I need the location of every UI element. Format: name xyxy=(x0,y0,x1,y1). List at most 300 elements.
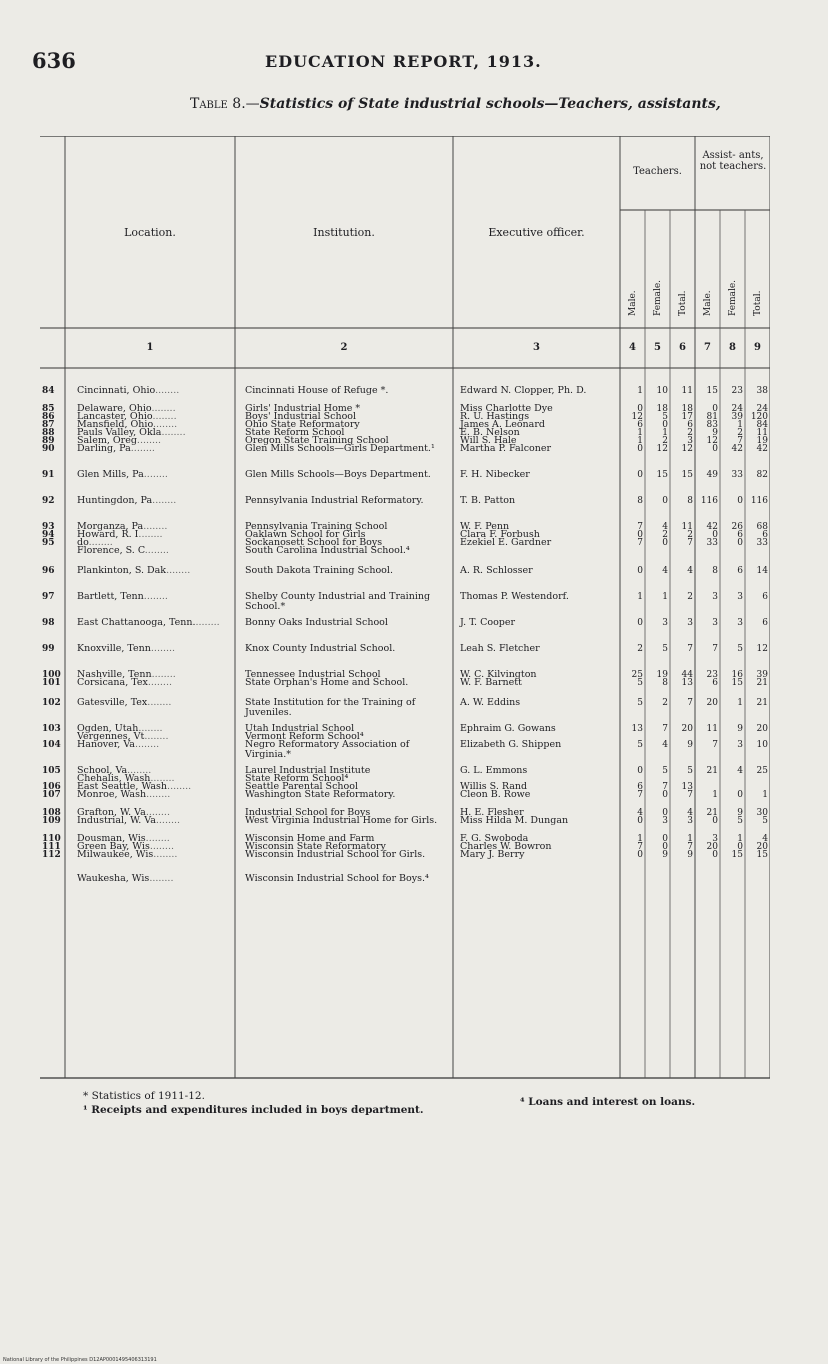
value-cell: 4 xyxy=(687,566,693,576)
value-cell: 1 xyxy=(637,436,643,446)
executive-cell: A. W. Eddins xyxy=(460,697,521,708)
value-cell: 0 xyxy=(737,842,743,852)
value-cell: 15 xyxy=(731,850,743,860)
value-cell: 11 xyxy=(681,522,693,532)
value-cell: 7 xyxy=(637,790,643,800)
footnote-one: ¹ Receipts and expenditures included in boys department. xyxy=(83,1104,424,1116)
value-cell: 3 xyxy=(712,592,718,602)
value-cell: 9 xyxy=(737,808,743,818)
value-cell: 7 xyxy=(662,724,668,734)
value-cell: 7 xyxy=(687,644,693,654)
value-cell: 7 xyxy=(687,842,693,852)
footnote-four: ⁴ Loans and interest on loans. xyxy=(520,1096,696,1108)
value-cell: 12 xyxy=(656,444,668,454)
institution-cell: State Institution for the Training of Juveniles. xyxy=(245,697,416,718)
value-cell: 21 xyxy=(756,678,768,688)
value-cell: 3 xyxy=(712,834,718,844)
institution-cell: State Orphan's Home and School. xyxy=(245,677,409,688)
location-cell: Morganza, Pa........ xyxy=(77,522,168,532)
value-cell: 4 xyxy=(662,566,668,576)
value-cell: 8 xyxy=(662,678,668,688)
value-cell: 6 xyxy=(637,782,643,792)
value-cell: 23 xyxy=(731,386,743,396)
executive-cell: A. R. Schlosser xyxy=(460,565,533,576)
value-cell: 15 xyxy=(706,386,718,396)
value-cell: 2 xyxy=(662,530,668,540)
institution-cell: Laurel Industrial Institute xyxy=(245,765,371,776)
value-cell: 6 xyxy=(637,420,643,430)
column-number: 5 xyxy=(654,342,661,353)
value-cell: 0 xyxy=(712,816,718,826)
value-cell: 2 xyxy=(687,428,693,438)
value-cell: 116 xyxy=(700,496,718,506)
value-cell: 5 xyxy=(737,816,743,826)
header-assistants-total: Total. xyxy=(753,290,763,316)
value-cell: 9 xyxy=(662,850,668,860)
row-number: 90 xyxy=(42,444,55,454)
column-number: 4 xyxy=(629,342,636,353)
header-executive: Executive officer. xyxy=(488,226,585,239)
value-cell: 12 xyxy=(756,644,768,654)
location-cell: Cincinnati, Ohio........ xyxy=(77,386,180,396)
institution-cell: Glen Mills Schools—Boys Department. xyxy=(245,469,431,480)
value-cell: 81 xyxy=(706,412,718,422)
row-number: 84 xyxy=(42,386,55,396)
value-cell: 0 xyxy=(737,790,743,800)
value-cell: 24 xyxy=(731,404,743,414)
location-cell: Green Bay, Wis........ xyxy=(77,842,174,852)
value-cell: 8 xyxy=(637,496,643,506)
value-cell: 7 xyxy=(712,644,718,654)
value-cell: 5 xyxy=(737,644,743,654)
value-cell: 10 xyxy=(756,740,768,750)
location-cell: Corsicana, Tex........ xyxy=(77,678,172,688)
location-cell: Darling, Pa........ xyxy=(77,444,155,454)
value-cell: 12 xyxy=(681,444,693,454)
location-cell: Vergennes, Vt........ xyxy=(77,732,169,742)
value-cell: 7 xyxy=(637,538,643,548)
institution-cell: Girls' Industrial Home * xyxy=(245,403,361,414)
value-cell: 0 xyxy=(662,842,668,852)
value-cell: 1 xyxy=(737,834,743,844)
value-cell: 25 xyxy=(756,766,768,776)
value-cell: 4 xyxy=(687,808,693,818)
value-cell: 1 xyxy=(737,420,743,430)
location-cell: Industrial, W. Va........ xyxy=(77,816,181,826)
table-caption xyxy=(190,96,721,112)
row-number: 86 xyxy=(42,412,55,422)
executive-cell: Elizabeth G. Shippen xyxy=(460,739,562,750)
institution-cell: State Reform School xyxy=(245,427,345,438)
executive-cell: Ephraim G. Gowans xyxy=(460,723,556,734)
value-cell: 21 xyxy=(706,808,718,818)
institution-cell: South Dakota Training School. xyxy=(245,565,393,576)
value-cell: 1 xyxy=(712,790,718,800)
value-cell: 4 xyxy=(737,766,743,776)
header-location: Location. xyxy=(124,226,176,239)
value-cell: 3 xyxy=(712,618,718,628)
value-cell: 1 xyxy=(687,834,693,844)
column-number: 2 xyxy=(340,342,348,353)
institution-cell: Ohio State Reformatory xyxy=(245,419,360,430)
value-cell: 0 xyxy=(662,496,668,506)
location-cell: Gatesville, Tex........ xyxy=(77,698,172,708)
value-cell: 15 xyxy=(731,678,743,688)
executive-cell: R. U. Hastings xyxy=(460,411,530,422)
institution-cell: Oregon State Training School xyxy=(245,435,389,446)
executive-cell: G. L. Emmons xyxy=(460,765,528,776)
value-cell: 1 xyxy=(662,428,668,438)
value-cell: 0 xyxy=(662,420,668,430)
value-cell: 42 xyxy=(706,522,718,532)
row-number: 97 xyxy=(42,592,55,602)
value-cell: 20 xyxy=(706,698,718,708)
value-cell: 20 xyxy=(681,724,693,734)
location-cell: Mansfield, Ohio........ xyxy=(77,420,178,430)
institution-cell: Pennsylvania Training School xyxy=(245,521,388,532)
value-cell: 11 xyxy=(681,386,693,396)
location-cell: Grafton, W. Va........ xyxy=(77,808,170,818)
value-cell: 23 xyxy=(706,670,718,680)
row-number: 95 xyxy=(42,538,55,548)
location-cell: Salem, Oreg........ xyxy=(77,436,162,446)
value-cell: 4 xyxy=(762,834,768,844)
value-cell: 5 xyxy=(637,740,643,750)
value-cell: 15 xyxy=(656,470,668,480)
value-cell: 13 xyxy=(681,782,693,792)
column-number: 1 xyxy=(146,342,154,353)
value-cell: 7 xyxy=(712,740,718,750)
location-cell: Florence, S. C........ xyxy=(77,546,169,556)
value-cell: 0 xyxy=(712,530,718,540)
institution-cell: Cincinnati House of Refuge *. xyxy=(245,385,389,396)
executive-cell: H. E. Flesher xyxy=(460,807,524,818)
value-cell: 3 xyxy=(687,618,693,628)
location-cell: Nashville, Tenn........ xyxy=(77,670,176,680)
value-cell: 39 xyxy=(731,412,743,422)
value-cell: 5 xyxy=(762,816,768,826)
header-teachers-female: Female. xyxy=(653,279,663,316)
value-cell: 1 xyxy=(637,834,643,844)
row-number: 96 xyxy=(42,566,55,576)
executive-cell: Miss Hilda M. Dungan xyxy=(460,815,569,826)
value-cell: 6 xyxy=(762,592,768,602)
value-cell: 24 xyxy=(756,404,768,414)
header-teachers-male: Male. xyxy=(628,290,638,316)
executive-cell: W. F. Penn xyxy=(460,521,510,532)
value-cell: 42 xyxy=(756,444,768,454)
value-cell: 30 xyxy=(756,808,768,818)
value-cell: 1 xyxy=(637,428,643,438)
institution-cell: Wisconsin Industrial School for Boys.⁴ xyxy=(245,873,429,884)
institution-cell: State Reform School⁴ xyxy=(245,773,349,784)
value-cell: 9 xyxy=(687,850,693,860)
value-cell: 0 xyxy=(637,566,643,576)
column-number: 9 xyxy=(754,342,761,353)
executive-cell: Mary J. Berry xyxy=(460,849,525,860)
row-number: 87 xyxy=(42,420,55,430)
executive-cell: T. B. Patton xyxy=(460,495,516,506)
institution-cell: Wisconsin State Reformatory xyxy=(245,841,386,852)
value-cell: 4 xyxy=(662,740,668,750)
institution-cell: Wisconsin Industrial School for Girls. xyxy=(245,849,426,860)
value-cell: 18 xyxy=(656,404,668,414)
executive-cell: Edward N. Clopper, Ph. D. xyxy=(460,385,587,396)
executive-cell: J. T. Cooper xyxy=(460,617,516,628)
executive-cell: Charles W. Bowron xyxy=(460,841,552,852)
executive-cell: F. H. Nibecker xyxy=(460,469,530,480)
executive-cell: Thomas P. Westendorf. xyxy=(460,591,569,602)
value-cell: 3 xyxy=(737,618,743,628)
institution-cell: Pennsylvania Industrial Reformatory. xyxy=(245,495,424,506)
page-number: 636 xyxy=(32,48,76,73)
value-cell: 0 xyxy=(637,530,643,540)
value-cell: 19 xyxy=(756,436,768,446)
location-cell: East Seattle, Wash........ xyxy=(77,782,192,792)
column-number: 8 xyxy=(729,342,736,353)
institution-cell: Vermont Reform School⁴ xyxy=(245,731,364,742)
executive-cell: W. F. Barnett xyxy=(460,677,522,688)
value-cell: 9 xyxy=(687,740,693,750)
institution-cell: Industrial School for Boys xyxy=(245,807,371,818)
value-cell: 7 xyxy=(687,538,693,548)
executive-cell: Cleon B. Rowe xyxy=(460,789,531,800)
row-number: 89 xyxy=(42,436,55,446)
location-cell: Pauls Valley, Okla........ xyxy=(77,428,186,438)
row-number: 99 xyxy=(42,644,55,654)
value-cell: 0 xyxy=(662,834,668,844)
value-cell: 15 xyxy=(756,850,768,860)
statistics-table xyxy=(40,136,770,1079)
location-cell: Howard, R. I........ xyxy=(77,530,163,540)
value-cell: 39 xyxy=(756,670,768,680)
institution-cell: Boys' Industrial School xyxy=(245,411,357,422)
value-cell: 0 xyxy=(637,470,643,480)
value-cell: 6 xyxy=(687,420,693,430)
value-cell: 20 xyxy=(756,842,768,852)
value-cell: 9 xyxy=(737,724,743,734)
value-cell: 18 xyxy=(681,404,693,414)
value-cell: 2 xyxy=(687,530,693,540)
value-cell: 8 xyxy=(712,566,718,576)
library-stamp: National Library of the Philippines D12AP0001495406313191 xyxy=(3,1357,157,1363)
location-cell: Ogden, Utah........ xyxy=(77,724,163,734)
value-cell: 9 xyxy=(712,428,718,438)
value-cell: 8 xyxy=(687,496,693,506)
institution-cell: Negro Reformatory Association of Virginia.* xyxy=(245,739,410,760)
value-cell: 4 xyxy=(662,522,668,532)
value-cell: 5 xyxy=(687,766,693,776)
value-cell: 7 xyxy=(737,436,743,446)
row-number: 85 xyxy=(42,404,55,414)
header-institution: Institution. xyxy=(313,226,375,239)
value-cell: 20 xyxy=(756,724,768,734)
row-number: 103 xyxy=(42,724,61,734)
value-cell: 7 xyxy=(637,522,643,532)
value-cell: 10 xyxy=(656,386,668,396)
row-number: 108 xyxy=(42,808,61,818)
running-head: EDUCATION REPORT, 1913. xyxy=(265,52,542,71)
executive-cell: James A. Leonard xyxy=(460,419,545,430)
value-cell: 11 xyxy=(706,724,718,734)
value-cell: 82 xyxy=(756,470,768,480)
caption-title: Statistics of State industrial schools—Teachers, assistants, xyxy=(259,96,721,112)
value-cell: 2 xyxy=(662,698,668,708)
location-cell: Glen Mills, Pa........ xyxy=(77,470,168,480)
row-number: 92 xyxy=(42,496,55,506)
caption-label: Table 8.— xyxy=(190,96,260,112)
value-cell: 0 xyxy=(712,850,718,860)
row-number: 110 xyxy=(42,834,61,844)
value-cell: 13 xyxy=(631,724,643,734)
value-cell: 0 xyxy=(637,816,643,826)
executive-cell: E. B. Nelson xyxy=(460,427,520,438)
value-cell: 6 xyxy=(762,618,768,628)
row-number: 93 xyxy=(42,522,55,532)
value-cell: 11 xyxy=(756,428,768,438)
value-cell: 12 xyxy=(706,436,718,446)
location-cell: Bartlett, Tenn........ xyxy=(77,592,168,602)
executive-cell: F. G. Swoboda xyxy=(460,833,529,844)
value-cell: 5 xyxy=(637,698,643,708)
institution-cell: Glen Mills Schools—Girls Department.¹ xyxy=(245,443,435,454)
value-cell: 3 xyxy=(662,618,668,628)
header-teachers-total: Total. xyxy=(678,290,688,316)
value-cell: 3 xyxy=(662,816,668,826)
institution-cell: Oaklawn School for Girls xyxy=(245,529,366,540)
row-number: 91 xyxy=(42,470,55,480)
institution-cell: Knox County Industrial School. xyxy=(245,643,396,654)
location-cell: East Chattanooga, Tenn......... xyxy=(77,618,220,628)
value-cell: 1 xyxy=(762,790,768,800)
executive-cell: Miss Charlotte Dye xyxy=(460,403,553,414)
executive-cell: Willis S. Rand xyxy=(460,781,528,792)
value-cell: 2 xyxy=(662,436,668,446)
location-cell: Lancaster, Ohio........ xyxy=(77,412,177,422)
value-cell: 6 xyxy=(712,678,718,688)
column-number: 6 xyxy=(679,342,686,353)
value-cell: 44 xyxy=(681,670,693,680)
value-cell: 7 xyxy=(687,790,693,800)
value-cell: 21 xyxy=(706,766,718,776)
institution-cell: West Virginia Industrial Home for Girls. xyxy=(245,815,438,826)
value-cell: 42 xyxy=(731,444,743,454)
value-cell: 33 xyxy=(706,538,718,548)
value-cell: 6 xyxy=(737,530,743,540)
value-cell: 17 xyxy=(681,412,693,422)
value-cell: 7 xyxy=(662,782,668,792)
location-cell: Knoxville, Tenn........ xyxy=(77,644,176,654)
row-number: 105 xyxy=(42,766,61,776)
value-cell: 0 xyxy=(637,404,643,414)
location-cell: Milwaukee, Wis........ xyxy=(77,850,178,860)
value-cell: 0 xyxy=(637,850,643,860)
row-number: 94 xyxy=(42,530,55,540)
value-cell: 3 xyxy=(687,816,693,826)
value-cell: 0 xyxy=(712,444,718,454)
value-cell: 5 xyxy=(662,644,668,654)
row-number: 107 xyxy=(42,790,61,800)
value-cell: 33 xyxy=(756,538,768,548)
value-cell: 120 xyxy=(750,412,768,422)
value-cell: 0 xyxy=(637,766,643,776)
row-number: 106 xyxy=(42,782,61,792)
value-cell: 0 xyxy=(637,618,643,628)
institution-cell: Tennessee Industrial School xyxy=(245,669,381,680)
value-cell: 5 xyxy=(662,766,668,776)
executive-cell: Leah S. Fletcher xyxy=(460,643,540,654)
row-number: 112 xyxy=(42,850,61,860)
institution-cell: Wisconsin Home and Farm xyxy=(245,833,375,844)
location-cell: Delaware, Ohio........ xyxy=(77,404,176,414)
value-cell: 84 xyxy=(756,420,768,430)
value-cell: 21 xyxy=(756,698,768,708)
header-teachers: Teachers. xyxy=(633,166,682,177)
value-cell: 20 xyxy=(706,842,718,852)
location-cell: Dousman, Wis........ xyxy=(77,834,170,844)
value-cell: 6 xyxy=(762,530,768,540)
executive-cell: W. C. Kilvington xyxy=(460,669,537,680)
value-cell: 7 xyxy=(637,842,643,852)
row-number: 100 xyxy=(42,670,61,680)
value-cell: 2 xyxy=(687,592,693,602)
row-number: 104 xyxy=(42,740,61,750)
value-cell: 16 xyxy=(731,670,743,680)
institution-cell: Shelby County Industrial and Training School.* xyxy=(245,591,431,612)
value-cell: 5 xyxy=(637,678,643,688)
value-cell: 0 xyxy=(637,444,643,454)
value-cell: 15 xyxy=(681,470,693,480)
value-cell: 3 xyxy=(687,436,693,446)
value-cell: 5 xyxy=(662,412,668,422)
value-cell: 1 xyxy=(662,592,668,602)
institution-cell: South Carolina Industrial School.⁴ xyxy=(245,545,410,556)
value-cell: 83 xyxy=(706,420,718,430)
header-assistants-female: Female. xyxy=(728,279,738,316)
location-cell: Chehalis, Wash........ xyxy=(77,774,175,784)
value-cell: 3 xyxy=(737,740,743,750)
value-cell: 38 xyxy=(756,386,768,396)
value-cell: 26 xyxy=(731,522,743,532)
row-number: 98 xyxy=(42,618,55,628)
value-cell: 0 xyxy=(662,538,668,548)
value-cell: 1 xyxy=(637,592,643,602)
value-cell: 4 xyxy=(637,808,643,818)
executive-cell: Clara F. Forbush xyxy=(460,529,540,540)
executive-cell: Martha P. Falconer xyxy=(460,443,552,454)
location-cell: do........ xyxy=(77,538,113,548)
executive-cell: Ezekiel E. Gardner xyxy=(460,537,552,548)
value-cell: 3 xyxy=(737,592,743,602)
row-number: 109 xyxy=(42,816,61,826)
value-cell: 14 xyxy=(756,566,768,576)
value-cell: 13 xyxy=(681,678,693,688)
value-cell: 0 xyxy=(737,538,743,548)
value-cell: 0 xyxy=(737,496,743,506)
location-cell: Hanover, Va........ xyxy=(77,740,160,750)
institution-cell: Washington State Reformatory. xyxy=(245,789,396,800)
header-assistants-male: Male. xyxy=(703,290,713,316)
institution-cell: Utah Industrial School xyxy=(245,723,355,734)
value-cell: 49 xyxy=(706,470,718,480)
value-cell: 0 xyxy=(662,790,668,800)
institution-cell: Seattle Parental School xyxy=(245,781,358,792)
location-cell: Huntingdon, Pa........ xyxy=(77,496,177,506)
value-cell: 33 xyxy=(731,470,743,480)
value-cell: 2 xyxy=(637,644,643,654)
column-number: 3 xyxy=(533,342,540,353)
value-cell: 19 xyxy=(656,670,668,680)
